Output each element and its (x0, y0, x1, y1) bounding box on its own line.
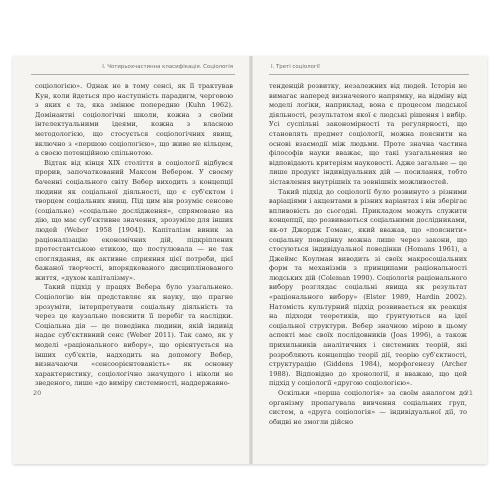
paragraph: Такий підхід до соціології було розвинуто з різними варіаціями і акцентами в різних варіантах і він зберігає впливовість до сьогодні. Прикладом можуть служити концепції, що розвиваються соціальними дослідниками, як-от Джордж Гоманс, який вважав, що «пояснити» соціальну поведінку можна лише через закони, що стосуються індивідуальної поведінки (Homans 1961), а Джеймс Коулман виводить зі своїх макросоціальних форм та механізмів з принципами раціональності людських дій (Coleman 1990). Соціологія раціонального вибору розглядає соціальні явища як результат «раціонального вибору» (Elster 1989, Hardin 2002). Натомість культурний підхід розвивається як реакція на підходи теоретиків, що ґрунтуються на ідеї соціальної структури. Вебер значною мірою в цьому аспекті має своїх послідовників (Joas 1996), а також прихильників аналітичних і системних теорій, які розробляють концепцію теорії дії, теорію суб'єктності, структурацію (Giddens 1984), морфогенезу (Archer 1988). Відповідно до хронології, я вважаю, що цей підхід у соціології «другою соціологією». (269, 187, 467, 388)
book-gutter (249, 56, 253, 464)
paragraph: Оскільки «перша соціологія» за своїм аналогом до організму пропагувала вивчення соціальних груп, систем, а «друга соціологія» — індивідуальної дії, то обидві не змогли дійсно (269, 389, 467, 426)
left-page-text (35, 82, 233, 389)
page-number-right: 21 (464, 389, 473, 397)
right-page-text (269, 82, 467, 427)
paragraph: тенденцій розвитку, незалежних від людей. Історія не вимагає наперед визначеного напрямку, на відміну від моделі логіки, наприклад, вона є процесом людської діяльності, результатом якої є людські рішення і вибір. Усі суспільні закономірності та регулярності, що становлять предмет соціології, можна пояснити на основі взаємодії між людьми. Проте значна частина філософів науки вважає, що такі узагальнення не відповідають критеріям науковості. Адже загальне — це лише продукт індивідуальних дій — посилання, тобто зіставлення внутрішніх та зовнішніх можливостей. (269, 82, 467, 186)
paragraph: Відтак від кінця XIX століття в соціології відбувся прорив, започаткований Максом Вебером. У своєму баченні соціального світу Вебер виходить з концепції людини як соціальної діяльності, що є суб'єктом і творцем соціальних явищ. Під цим він розуміє сенсове (соціальне) «соціальне дослідження», спрямоване на дію, що має суб'єктивне значення, зрозуміле для інших людей (Weber 1958 [1904]). Капіталізм виник за раціоналізацію економічних дій, підкріплених протестантською етикою, що постулювала — не так споглядання, як активне сприяння цієї потреби, цієї бажаної творчості, впорядкованого дисциплінованого життя, «духом капіталізму». (35, 158, 233, 282)
page-number-left: 20 (33, 389, 42, 397)
right-page (255, 56, 485, 464)
left-page (13, 56, 243, 464)
paragraph: Такий підхід у працях Вебера було узагальнено. Соціологію він представляє як науку, що прагне зрозуміти, інтерпретувати соціальну діяльність та через це каузально пояснити її перебіг та наслідки. Соціальна дія — це поведінка людини, якій індивід надає суб'єктивний сенс (Weber 2011). Так само, як у моделі «раціонального вибору», що орієнтується на інших суб'єктів, надходить на допомогу Вебер, визначаючи «сенсоорієнтованість» як основну характеристику, соціологічно значущого і ніколи не зведеного, лише «до виміру системності, наддержавно- (35, 283, 233, 388)
running-head-right: I. Треті соціології (269, 61, 469, 75)
running-head-left: I. Чотирьохчастинна класифікація. Соціологія (31, 61, 235, 75)
open-book (13, 56, 487, 464)
paragraph: соціологією». Однак не в тому сенсі, як її трактував Кун, коли йдеться про наступність парадигм, черговою з яких є та, яка змінює попередню (Kuhn 1962). Домінантні соціологічні школи, кожна з своїми інтелектуальними ідеями, кожна з власною методологією, що стосується соціологічних явищ, включно з «першою соціологією», що живе не кільцем, а своєю потенційною спільнотою. (35, 82, 233, 158)
